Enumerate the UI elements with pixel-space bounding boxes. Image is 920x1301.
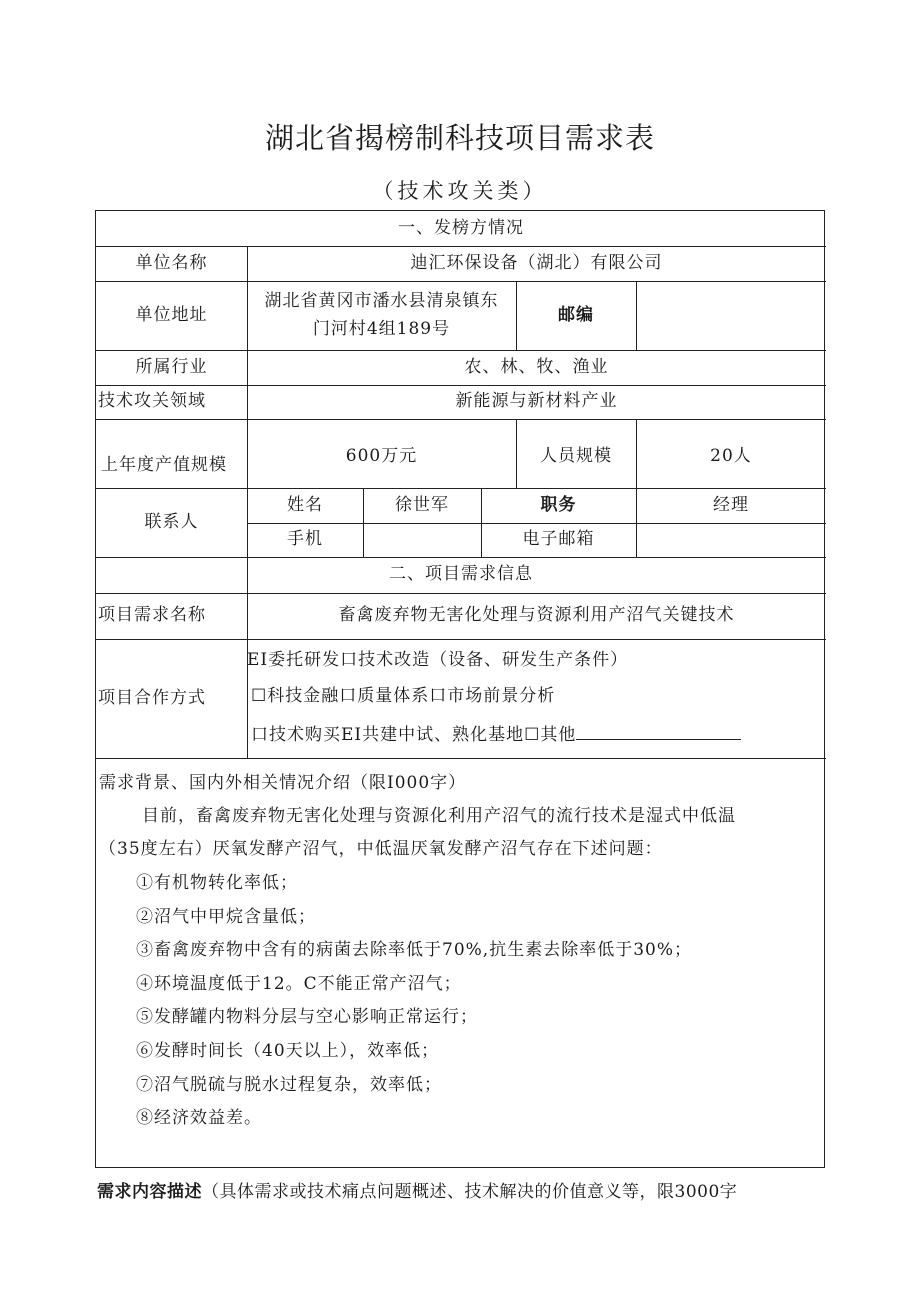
contact-label: 联系人	[144, 511, 199, 532]
unit-name-label: 单位名称	[135, 252, 208, 273]
section1-heading: 一、发榜方情况	[398, 217, 524, 238]
cooperation-option-line1[interactable]: EI委托研发口技术改造（设备、研发生产条件）	[247, 650, 629, 670]
contact-email-value	[636, 523, 826, 557]
cooperation-option-line2[interactable]: ☐科技金融口质量体系口市场前景分析	[251, 686, 556, 706]
footer-bold-label: 需求内容描述	[97, 1182, 202, 1202]
unit-address-value	[247, 281, 516, 350]
background-para1: 目前，畜禽废弃物无害化处理与资源化利用产沼气的流行技术是湿式中低温	[142, 806, 736, 826]
project-name-value: 畜禽废弃物无害化处理与资源利用产沼气关键技术	[338, 605, 735, 626]
background-item: ⑧经济效益差。	[136, 1108, 262, 1129]
background-item: ⑤发酵罐内物料分层与空心影响正常运行；	[136, 1007, 478, 1028]
section2-heading: 二、项目需求信息	[389, 564, 533, 585]
background-item: ⑥发酵时间长（40天以上），效率低；	[136, 1041, 440, 1061]
staff-scale-label: 人员规模	[540, 446, 612, 466]
contact-email-label: 电子邮箱	[522, 529, 595, 550]
cooperation-option-line3[interactable]	[251, 720, 741, 745]
background-heading: 需求背景、国内外相关情况介绍（限I000字）	[99, 773, 467, 793]
unit-address-line1: 湖北省黄冈市潘水县清泉镇东	[264, 291, 499, 312]
page-title: 湖北省揭榜制科技项目需求表	[264, 121, 655, 155]
output-scale-value: 600万元	[345, 446, 418, 466]
footer-line	[97, 1177, 737, 1202]
background-item: ①有机物转化率低；	[136, 873, 298, 893]
industry-value: 农、林、牧、渔业	[464, 356, 609, 377]
unit-name-value: 迪汇环保设备（湖北）有限公司	[410, 252, 663, 273]
page-subtitle: （技术攻关类）	[372, 179, 548, 203]
contact-post-label: 职务	[540, 494, 577, 515]
unit-address-label: 单位地址	[135, 304, 208, 325]
background-item: ③畜禽废弃物中含有的病菌去除率低于70%,抗生素去除率低于30%；	[136, 940, 692, 961]
contact-name-label: 姓名	[287, 494, 323, 515]
footer-divider	[95, 1167, 825, 1168]
tech-field-value: 新能源与新材料产业	[455, 391, 618, 412]
contact-phone-value	[363, 523, 481, 557]
postcode-value	[636, 281, 826, 350]
requirement-form-table	[95, 210, 825, 1168]
background-para2: （35度左右）厌氧发酵产沼气，中低温厌氧发酵产沼气存在下述问题：	[99, 839, 663, 859]
project-name-label: 项目需求名称	[98, 605, 206, 626]
contact-post-value: 经理	[713, 494, 749, 515]
contact-name-value: 徐世军	[395, 494, 449, 515]
output-scale-label: 上年度产值规模	[101, 455, 227, 476]
industry-label: 所属行业	[135, 356, 208, 377]
other-blank-line[interactable]	[576, 725, 741, 740]
staff-scale-value: 20人	[710, 446, 752, 466]
tech-field-label: 技术攻关领域	[98, 391, 206, 412]
background-item: ④环境温度低于12。C不能正常产沼气；	[136, 973, 462, 994]
footer-rest: （具体需求或技术痛点问题概述、技术解决的价值意义等，限3000字	[202, 1182, 738, 1202]
background-item: ②沼气中甲烷含量低；	[136, 906, 316, 927]
unit-address-line2: 门河村4组189号	[312, 318, 451, 339]
cooperation-label: 项目合作方式	[98, 687, 206, 708]
cooperation-option-line3-text: 口技术购买EI共建中试、熟化基地☐其他	[251, 725, 577, 745]
contact-phone-label: 手机	[287, 529, 323, 550]
background-item: ⑦沼气脱硫与脱水过程复杂，效率低；	[136, 1074, 442, 1095]
postcode-label: 邮编	[558, 304, 594, 325]
